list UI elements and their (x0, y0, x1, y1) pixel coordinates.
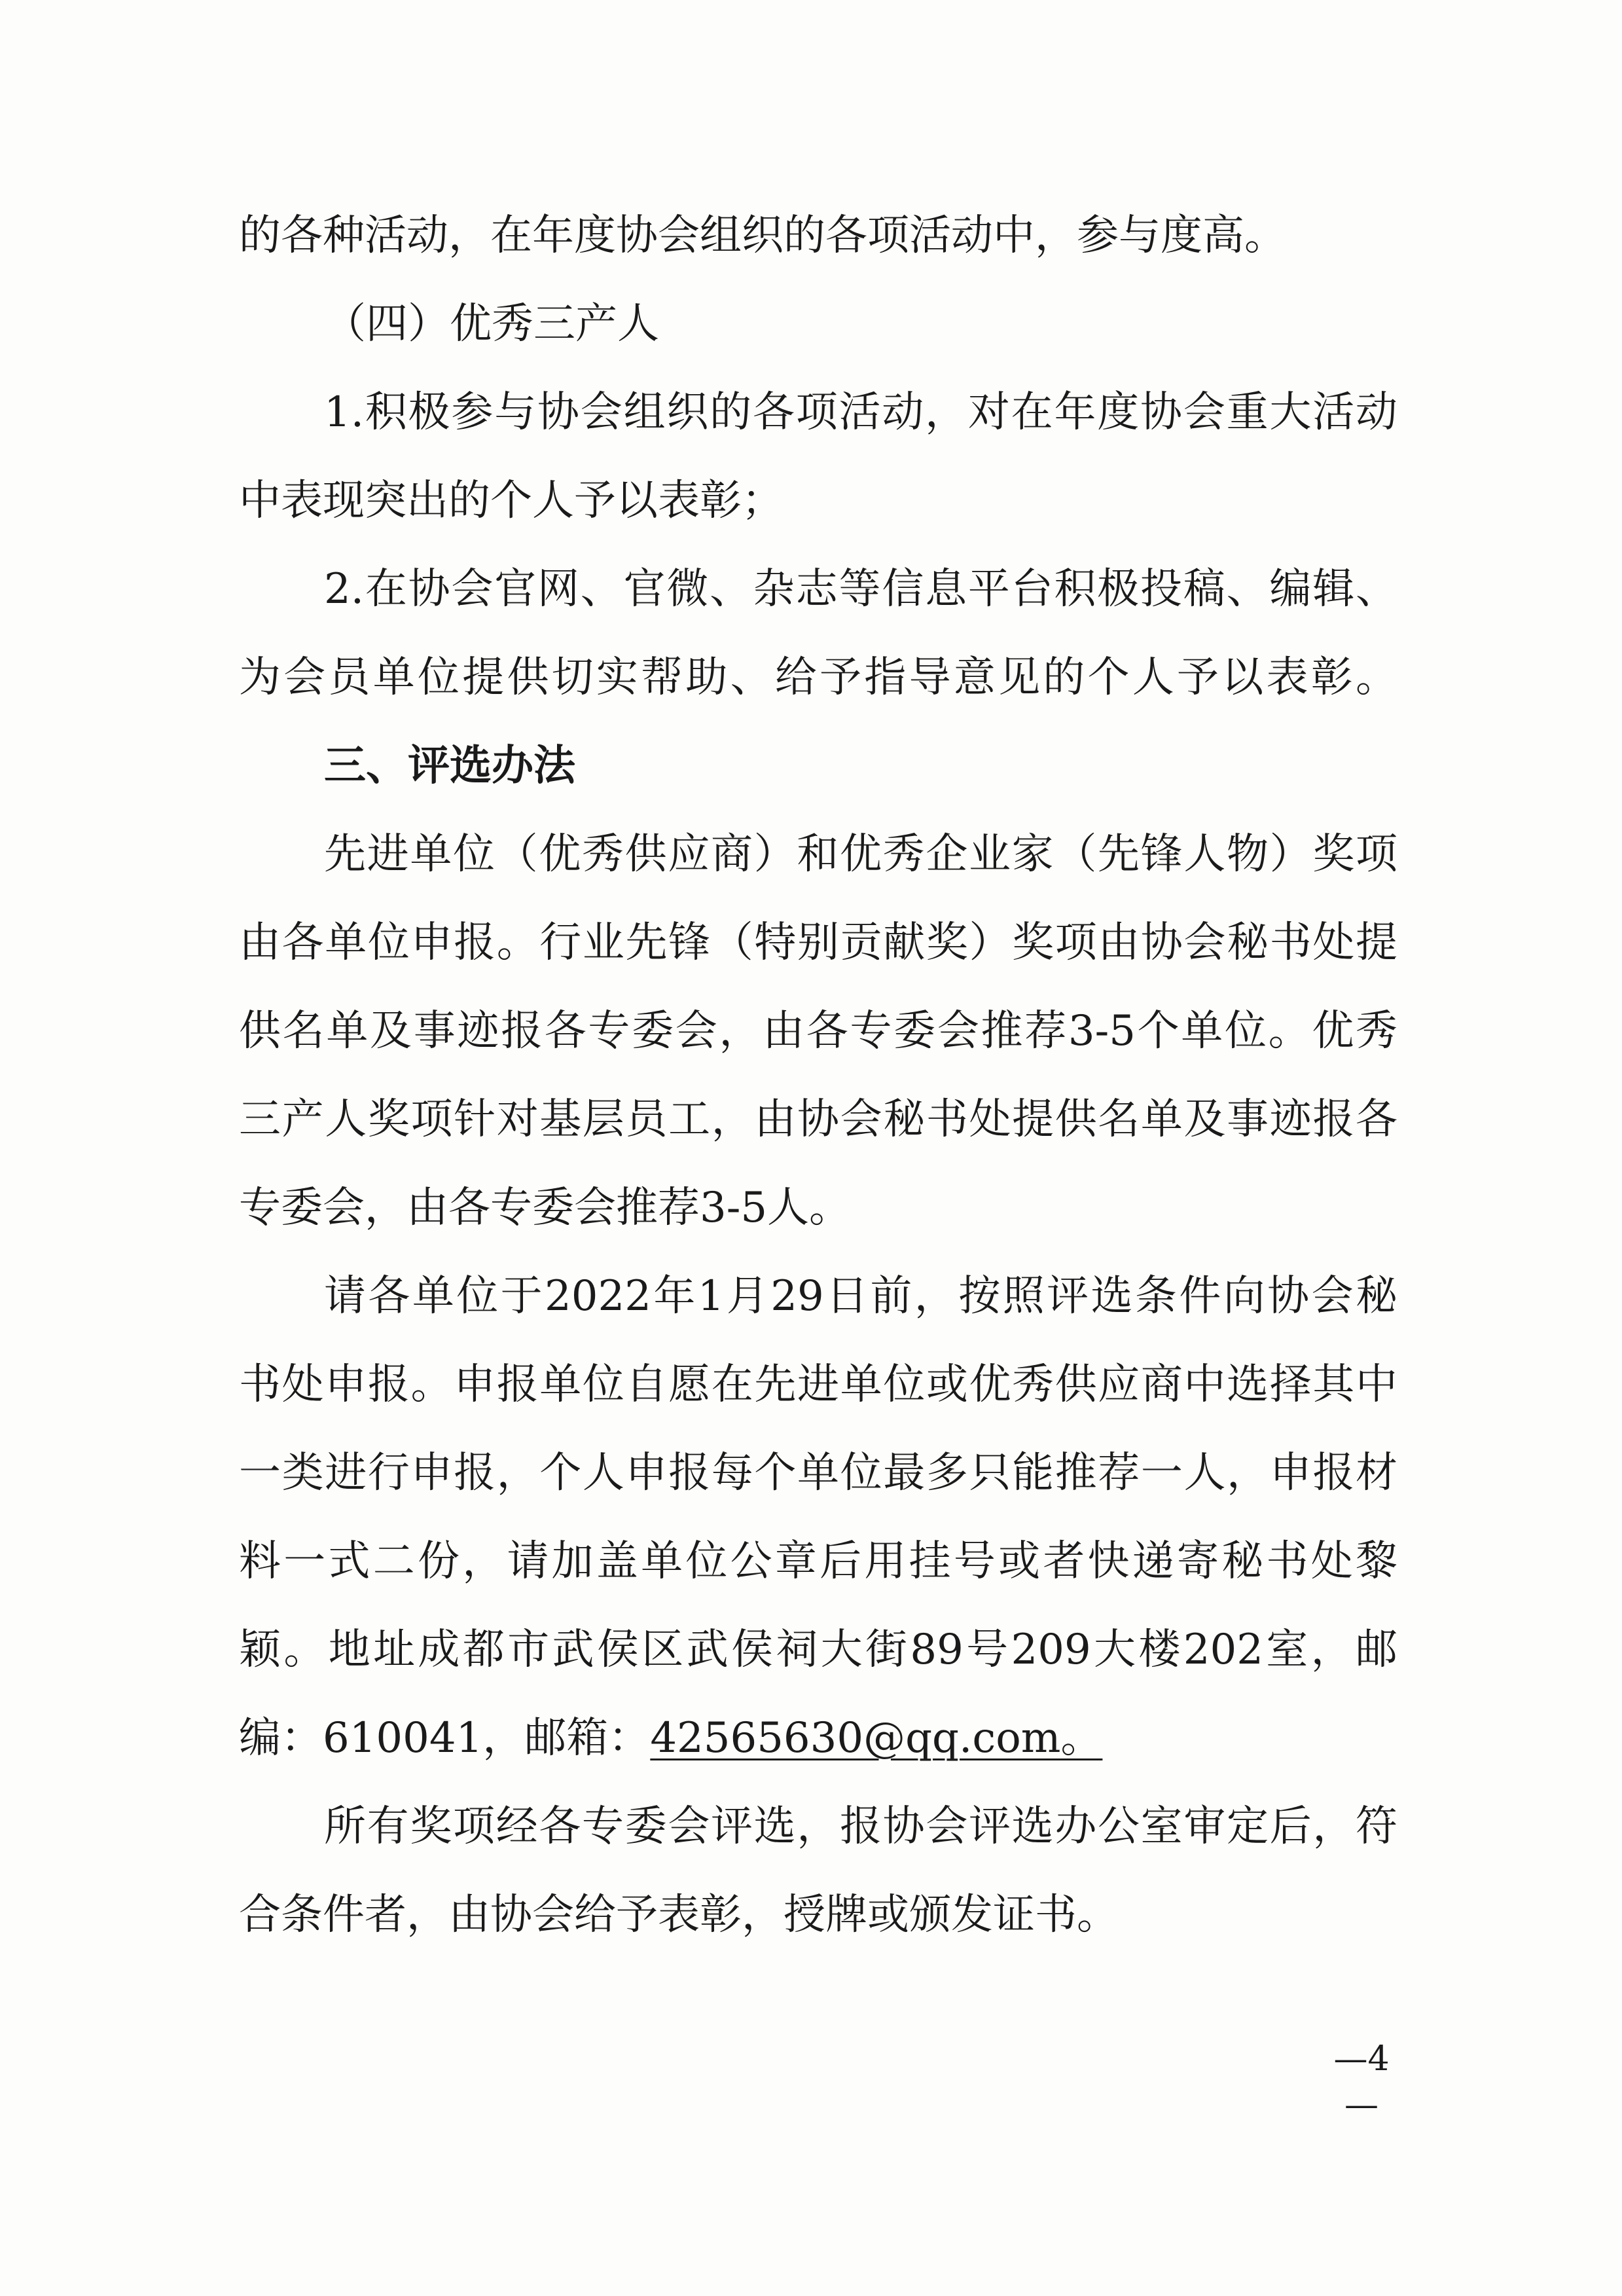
text-line: 请各单位于2022年1月29日前，按照评选条件向协会秘 (324, 1272, 1397, 1321)
text-line: 颖。地址成都市武侯区武侯祠大街89号209大楼202室，邮 (239, 1626, 1397, 1674)
text-line: 为会员单位提供切实帮助、给予指导意见的个人予以表彰。 (239, 653, 1397, 702)
text-line: 料一式二份，请加盖单位公章后用挂号或者快递寄秘书处黎 (239, 1537, 1397, 1586)
text-line-with-email (239, 1699, 1397, 1777)
postcode-label: 编：610041，邮箱： (239, 1714, 651, 1762)
text-line: 中表现突出的个人予以表彰； (239, 477, 784, 525)
text-line: 专委会，由各专委会推荐3-5人。 (239, 1184, 852, 1232)
email-link[interactable]: 42565630@qq.com。 (650, 1714, 1103, 1762)
page-number: —4— (1333, 2039, 1390, 2124)
text-line: 2.在协会官网、官微、杂志等信息平台积极投稿、编辑、 (324, 565, 1397, 613)
text-line: 1.积极参与协会组织的各项活动，对在年度协会重大活动 (324, 388, 1397, 437)
text-line: 先进单位（优秀供应商）和优秀企业家（先锋人物）奖项 (324, 830, 1397, 879)
text-line: 供名单及事迹报各专委会，由各专委会推荐3-5个单位。优秀 (239, 1007, 1397, 1055)
text-line: 所有奖项经各专委会评选，报协会评选办公室审定后，符 (324, 1802, 1397, 1851)
text-line: 的各种活动，在年度协会组织的各项活动中，参与度高。 (239, 211, 1286, 260)
text-line: 由各单位申报。行业先锋（特别贡献奖）奖项由协会秘书处提 (239, 919, 1397, 967)
section-subheading: （四）优秀三产人 (324, 300, 659, 348)
text-line: 书处申报。申报单位自愿在先进单位或优秀供应商中选择其中 (239, 1360, 1397, 1409)
section-heading: 三、评选办法 (324, 742, 575, 790)
text-line: 三产人奖项针对基层员工，由协会秘书处提供名单及事迹报各 (239, 1095, 1397, 1144)
text-line: 一类进行申报，个人申报每个单位最多只能推荐一人，申报材 (239, 1449, 1397, 1497)
text-line: 合条件者，由协会给予表彰，授牌或颁发证书。 (239, 1891, 1119, 1939)
